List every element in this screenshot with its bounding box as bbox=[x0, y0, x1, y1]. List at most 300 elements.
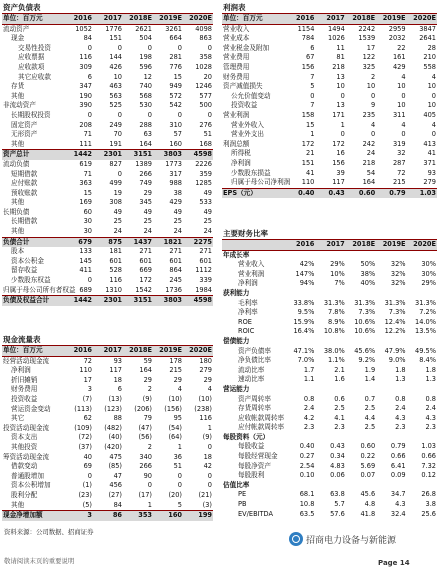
cell-value: 2301 bbox=[93, 296, 123, 306]
cell-value: 601 bbox=[199, 256, 212, 265]
cell-value: 2301 bbox=[93, 150, 123, 160]
cell-value: 988 bbox=[169, 179, 182, 188]
cell-value: 30% bbox=[421, 260, 436, 269]
balance-sheet-table bbox=[2, 14, 213, 306]
cell-value: 949 bbox=[169, 82, 182, 91]
cell-value: 411 bbox=[79, 266, 92, 275]
table-row bbox=[2, 130, 213, 140]
table-row bbox=[222, 327, 437, 337]
cell-value: 6 bbox=[310, 43, 315, 52]
cell-value: (17) bbox=[138, 490, 152, 499]
row-label: 经营活动现金流 bbox=[3, 356, 50, 365]
cell-value: 29% bbox=[421, 279, 436, 288]
cell-value: 3847 bbox=[419, 24, 436, 33]
row-label: 流动资产 bbox=[3, 24, 30, 33]
year-header: 2016 bbox=[285, 14, 315, 24]
cell-value: 40% bbox=[360, 279, 376, 288]
cell-value: 1112 bbox=[195, 266, 212, 275]
cell-value: 81 bbox=[336, 53, 345, 62]
table-row bbox=[222, 442, 437, 452]
cell-value: 0 bbox=[207, 471, 212, 480]
cell-value: 0 bbox=[401, 91, 406, 100]
row-label: 资本支出 bbox=[11, 433, 38, 442]
cell-value: (72) bbox=[78, 433, 92, 442]
cell-value: 7.3% bbox=[388, 308, 406, 317]
cell-value: 1.03 bbox=[407, 188, 437, 198]
cell-value: (13) bbox=[108, 394, 122, 403]
row-label: 长期借款 bbox=[11, 217, 38, 226]
cell-value: 38 bbox=[173, 188, 182, 197]
row-label: 其他 bbox=[11, 198, 25, 207]
cell-value: 7% bbox=[334, 279, 345, 288]
cell-value: 689 bbox=[79, 285, 92, 294]
row-label: 营业收入 bbox=[223, 24, 250, 33]
cell-value: 563 bbox=[109, 91, 122, 100]
cell-value: 31.3% bbox=[415, 298, 436, 307]
cell-value: 1.6 bbox=[334, 375, 345, 384]
row-label: 每股股利 bbox=[238, 471, 265, 480]
cell-value: 4598 bbox=[183, 150, 213, 160]
cell-value: 25 bbox=[203, 217, 212, 226]
row-label: 长期股权投资 bbox=[11, 110, 51, 119]
cell-value: 363 bbox=[79, 179, 92, 188]
row-label: 营业外支出 bbox=[231, 130, 264, 139]
cell-value: 15 bbox=[83, 188, 92, 197]
cell-value: (10) bbox=[198, 394, 212, 403]
income-statement-body bbox=[222, 24, 437, 198]
row-label: 存货 bbox=[11, 82, 25, 91]
cell-value: 426 bbox=[109, 62, 122, 71]
cell-value: 0.60 bbox=[346, 188, 376, 198]
table-row bbox=[222, 471, 437, 481]
row-label: 应付账款 bbox=[11, 179, 38, 188]
table-row bbox=[2, 424, 213, 434]
table-row bbox=[222, 375, 437, 385]
cell-value: 266 bbox=[139, 462, 152, 471]
cell-value: 57.6 bbox=[330, 509, 345, 518]
cell-value: 405 bbox=[423, 110, 436, 119]
cell-value: 5.69 bbox=[360, 461, 376, 470]
cell-value: (5) bbox=[82, 500, 92, 509]
table-row bbox=[2, 296, 213, 306]
row-label: 少数股东损益 bbox=[231, 168, 271, 177]
year-header: 2018E bbox=[123, 14, 153, 24]
year-header: 2019E bbox=[153, 14, 183, 24]
cell-value: 34.7 bbox=[390, 490, 406, 499]
row-label: 其他 bbox=[11, 500, 25, 509]
row-label: 管理费用 bbox=[223, 62, 250, 71]
section-label: 年成长率 bbox=[223, 250, 250, 259]
cell-value: 371 bbox=[423, 158, 436, 167]
cell-value: 0 bbox=[207, 43, 212, 52]
cell-value: 2.4 bbox=[303, 404, 315, 413]
cell-value: 9.5% bbox=[297, 308, 315, 317]
row-label: 预收账款 bbox=[11, 188, 38, 197]
table-row bbox=[2, 443, 213, 453]
table-row bbox=[2, 92, 213, 102]
cell-value: 3 bbox=[87, 385, 92, 394]
cell-value: 0.6 bbox=[334, 394, 345, 403]
cell-value: 69 bbox=[83, 462, 92, 471]
cell-value: 15 bbox=[306, 120, 315, 129]
cell-value: 2959 bbox=[388, 24, 406, 33]
table-row bbox=[222, 130, 437, 140]
balance-sheet-title: 资产负债表 bbox=[2, 2, 213, 14]
cell-value: 310 bbox=[169, 120, 182, 129]
row-label: 投资收益 bbox=[231, 101, 258, 110]
unit-label: 单位：百万元 bbox=[2, 346, 63, 356]
cell-value: 0.09 bbox=[390, 471, 406, 480]
table-row bbox=[2, 501, 213, 511]
year-header: 2017 bbox=[315, 14, 345, 24]
cell-value: (20) bbox=[168, 490, 182, 499]
cell-value: 1773 bbox=[165, 159, 182, 168]
cell-value: 1442 bbox=[63, 296, 93, 306]
row-label: 营业费用 bbox=[223, 53, 250, 62]
cell-value: 42 bbox=[203, 462, 212, 471]
cell-value: 0.8 bbox=[425, 394, 436, 403]
cell-value: 4 bbox=[431, 72, 436, 81]
row-label: ROIC bbox=[238, 327, 255, 336]
cell-value: 1.3 bbox=[425, 375, 436, 384]
cell-value: 0.22 bbox=[360, 452, 376, 461]
table-row bbox=[222, 347, 437, 357]
cell-value: 36 bbox=[173, 452, 182, 461]
row-label: 净利率 bbox=[238, 308, 258, 317]
year-header: 2020E bbox=[407, 240, 437, 250]
year-header: 2020E bbox=[183, 346, 213, 356]
cell-value: 1052 bbox=[75, 24, 92, 33]
cell-value: 276 bbox=[199, 120, 212, 129]
cell-value: 429 bbox=[169, 198, 182, 207]
cell-value: 2 bbox=[147, 385, 152, 394]
cell-value: 70 bbox=[113, 130, 122, 139]
cell-value: 0 bbox=[87, 276, 92, 285]
cell-value: 2.3 bbox=[334, 423, 345, 432]
cell-value: 49 bbox=[173, 207, 182, 216]
cell-value: 0.40 bbox=[299, 442, 315, 451]
cash-flow-title: 现金流量表 bbox=[2, 334, 213, 346]
cell-value: (23) bbox=[78, 490, 92, 499]
cell-value: 0 bbox=[401, 130, 406, 139]
cell-value: 181 bbox=[109, 247, 122, 256]
cell-value: 596 bbox=[139, 62, 152, 71]
ratios-title: 主要财务比率 bbox=[222, 228, 437, 240]
cell-value: 1542 bbox=[135, 285, 152, 294]
cell-value: 249 bbox=[109, 120, 122, 129]
cell-value: 0 bbox=[207, 481, 212, 490]
cell-value: (1) bbox=[82, 481, 92, 490]
table-row bbox=[2, 198, 213, 208]
cell-value: 245 bbox=[169, 276, 182, 285]
cell-value: 32.4 bbox=[390, 509, 406, 518]
table-row bbox=[2, 82, 213, 92]
cell-value: 29 bbox=[173, 375, 182, 384]
cell-value: 0 bbox=[177, 481, 182, 490]
cell-value: 740 bbox=[139, 82, 152, 91]
row-label: 营业利润 bbox=[223, 110, 250, 119]
cell-value: 317 bbox=[169, 169, 182, 178]
table-row bbox=[2, 511, 213, 521]
row-label: 资产减值损失 bbox=[223, 82, 263, 91]
cell-value: 31.3% bbox=[384, 298, 406, 307]
cell-value: 164 bbox=[362, 178, 376, 187]
cell-value: (10) bbox=[168, 394, 182, 403]
unit-label: 单位：百万元 bbox=[2, 14, 63, 24]
cell-value: 2621 bbox=[135, 24, 152, 33]
table-row bbox=[2, 395, 213, 405]
year-header: 2018E bbox=[346, 14, 376, 24]
cell-value: 24 bbox=[366, 149, 376, 158]
cell-value: 110 bbox=[79, 366, 92, 375]
cell-value: 24 bbox=[143, 227, 152, 236]
cell-value: 110 bbox=[301, 178, 315, 187]
row-label: 现金净增加额 bbox=[2, 511, 63, 521]
cell-value: 12 bbox=[143, 72, 152, 81]
cell-value: 530 bbox=[139, 101, 152, 110]
table-row bbox=[2, 247, 213, 257]
cell-value: 4 bbox=[431, 120, 436, 129]
cell-value: 577 bbox=[199, 91, 212, 100]
cell-value: 49 bbox=[113, 207, 122, 216]
cell-value: 2.5 bbox=[364, 404, 376, 413]
table-row bbox=[2, 217, 213, 227]
cell-value: 39 bbox=[336, 168, 345, 177]
row-label: 速动比率 bbox=[238, 375, 265, 384]
table-row bbox=[222, 423, 437, 433]
section-label: 偿债能力 bbox=[223, 336, 250, 345]
cell-value: 863 bbox=[199, 34, 212, 43]
cell-value: 50% bbox=[360, 260, 376, 269]
cell-value: 0.12 bbox=[421, 471, 436, 480]
row-label: 应收款项 bbox=[18, 62, 45, 71]
cell-value: 16.4% bbox=[293, 327, 315, 336]
section-header-row bbox=[222, 481, 437, 491]
table-row bbox=[2, 121, 213, 131]
table-row bbox=[2, 257, 213, 267]
row-label: 流动比率 bbox=[238, 365, 265, 374]
cell-value: 528 bbox=[109, 266, 122, 275]
cell-value: 30% bbox=[421, 269, 436, 278]
row-label: 其他投资 bbox=[11, 442, 38, 451]
section-header-row bbox=[222, 250, 437, 260]
cash-flow-header-row bbox=[2, 346, 213, 356]
cell-value: 2 bbox=[370, 72, 376, 81]
cell-value: 0 bbox=[87, 110, 92, 119]
income-statement-table bbox=[222, 14, 437, 198]
table-row bbox=[2, 73, 213, 83]
income-statement-title: 利润表 bbox=[222, 2, 437, 14]
table-row bbox=[222, 279, 437, 289]
cell-value: 0 bbox=[87, 471, 92, 480]
cell-value: 38% bbox=[360, 269, 376, 278]
cell-value: 1442 bbox=[63, 150, 93, 160]
cell-value: 4.2 bbox=[303, 413, 315, 422]
year-header: 2019E bbox=[376, 14, 406, 24]
table-row bbox=[222, 414, 437, 424]
cell-value: (47) bbox=[138, 423, 152, 432]
row-label: 净负债比率 bbox=[238, 356, 271, 365]
row-label: 流动负债 bbox=[3, 159, 30, 168]
cell-value: 17 bbox=[366, 43, 376, 52]
row-label: 净利润 bbox=[231, 158, 251, 167]
table-row bbox=[222, 510, 437, 520]
cell-value: 59 bbox=[143, 356, 152, 365]
row-label: EV/EBITDA bbox=[238, 509, 274, 518]
cell-value: 235 bbox=[362, 110, 376, 119]
row-label: 资本公积金 bbox=[11, 256, 44, 265]
cell-value: 2 bbox=[147, 442, 152, 451]
cell-value: 558 bbox=[423, 62, 436, 71]
cell-value: 0 bbox=[207, 110, 212, 119]
cell-value: 287 bbox=[392, 158, 406, 167]
row-label: 营业收入 bbox=[238, 260, 265, 269]
cell-value: 30 bbox=[83, 227, 92, 236]
row-label: 营业外收入 bbox=[231, 120, 264, 129]
cell-value: (482) bbox=[104, 423, 122, 432]
cell-value: 2275 bbox=[183, 237, 213, 247]
cell-value: (9) bbox=[142, 394, 152, 403]
cell-value: 242 bbox=[362, 139, 376, 148]
cell-value: 0 bbox=[340, 130, 345, 139]
row-label: 存货周转率 bbox=[238, 404, 271, 413]
cell-value: 49 bbox=[143, 207, 152, 216]
cell-value: 122 bbox=[362, 53, 376, 62]
cell-value: 1.4 bbox=[364, 375, 376, 384]
cell-value: 10 bbox=[427, 101, 436, 110]
cell-value: 172 bbox=[301, 139, 315, 148]
section-label: 每股资料（元） bbox=[223, 432, 270, 441]
cell-value: 525 bbox=[109, 101, 122, 110]
cell-value: 15.9% bbox=[293, 317, 315, 326]
watermark-text: 招商电力设备与新能源 bbox=[306, 535, 397, 546]
table-row bbox=[222, 308, 437, 318]
cell-value: 875 bbox=[93, 237, 123, 247]
cell-value: 429 bbox=[392, 62, 406, 71]
cell-value: 784 bbox=[301, 34, 315, 43]
table-row bbox=[2, 462, 213, 472]
cell-value: (56) bbox=[138, 433, 152, 442]
cell-value: 180 bbox=[199, 356, 212, 365]
cell-value: 4.3 bbox=[425, 413, 436, 422]
cell-value: 0 bbox=[310, 91, 315, 100]
cell-value: 49 bbox=[203, 207, 212, 216]
cell-value: 30 bbox=[83, 217, 92, 226]
cell-value: 2.4 bbox=[425, 404, 436, 413]
cell-value: 864 bbox=[169, 266, 182, 275]
cell-value: 156 bbox=[332, 158, 345, 167]
cell-value: 542 bbox=[169, 101, 182, 110]
cell-value: 160 bbox=[169, 139, 182, 148]
table-row bbox=[222, 63, 437, 73]
cell-value: 62 bbox=[83, 414, 92, 423]
cell-value: (420) bbox=[104, 442, 122, 451]
cell-value: 2226 bbox=[195, 159, 212, 168]
row-label: 负债合计 bbox=[2, 237, 63, 247]
cell-value: 156 bbox=[301, 62, 315, 71]
row-label: 资产总计 bbox=[2, 150, 63, 160]
ratios-body bbox=[222, 250, 437, 519]
cell-value: 72 bbox=[397, 168, 406, 177]
table-row bbox=[2, 179, 213, 189]
cell-value: 4598 bbox=[183, 296, 213, 306]
cell-value: 776 bbox=[169, 62, 182, 71]
cell-value: 95 bbox=[173, 414, 182, 423]
cell-value: 309 bbox=[79, 62, 92, 71]
cell-value: 60 bbox=[83, 207, 92, 216]
cell-value: 54 bbox=[366, 168, 376, 177]
cell-value: 2032 bbox=[388, 34, 406, 43]
row-label: 净利润 bbox=[11, 366, 31, 375]
year-header: 2016 bbox=[63, 14, 93, 24]
row-label: 留存收益 bbox=[11, 266, 38, 275]
cell-value: 601 bbox=[169, 256, 182, 265]
cell-value: 0 bbox=[147, 481, 152, 490]
cell-value: 1.3 bbox=[395, 375, 406, 384]
table-row bbox=[2, 237, 213, 247]
cell-value: 1310 bbox=[105, 285, 122, 294]
cell-value: 0.34 bbox=[330, 452, 345, 461]
cell-value: 679 bbox=[63, 237, 93, 247]
cell-value: (54) bbox=[168, 423, 182, 432]
table-row bbox=[222, 169, 437, 179]
cell-value: 7.3% bbox=[358, 308, 376, 317]
cell-value: 7.0% bbox=[297, 356, 315, 365]
cell-value: 29 bbox=[143, 375, 152, 384]
cell-value: 5.7 bbox=[334, 500, 345, 509]
cell-value: 266 bbox=[139, 169, 152, 178]
cell-value: (123) bbox=[104, 404, 122, 413]
cell-value: 3261 bbox=[165, 24, 182, 33]
year-header: 2017 bbox=[315, 240, 345, 250]
row-label: ROE bbox=[238, 317, 252, 326]
table-row bbox=[222, 178, 437, 188]
cell-value: 1.7 bbox=[303, 365, 315, 374]
row-label: 普通股增加 bbox=[11, 471, 44, 480]
cell-value: (156) bbox=[164, 404, 182, 413]
cell-value: 147% bbox=[295, 269, 315, 278]
cell-value: 9.2% bbox=[358, 356, 376, 365]
cell-value: 0.27 bbox=[299, 452, 315, 461]
cell-value: 413 bbox=[423, 139, 436, 148]
cell-value: 158 bbox=[301, 110, 315, 119]
cell-value: 533 bbox=[199, 198, 212, 207]
cell-value: 0.79 bbox=[376, 188, 406, 198]
cell-value: 271 bbox=[139, 247, 152, 256]
cell-value: 4 bbox=[207, 385, 212, 394]
row-label: 其它应收款 bbox=[18, 72, 51, 81]
year-header: 2020E bbox=[407, 14, 437, 24]
cell-value: 25 bbox=[113, 217, 122, 226]
cell-value: 504 bbox=[139, 34, 152, 43]
cell-value: 1736 bbox=[165, 285, 182, 294]
cell-value: 10.8 bbox=[299, 500, 315, 509]
cell-value: 339 bbox=[199, 276, 212, 285]
cell-value: 0 bbox=[431, 91, 436, 100]
cell-value: 63.8 bbox=[330, 490, 345, 499]
cell-value: 281 bbox=[169, 53, 182, 62]
cell-value: 178 bbox=[169, 356, 182, 365]
cell-value: 218 bbox=[332, 62, 345, 71]
cell-value: 111 bbox=[79, 139, 92, 148]
table-row bbox=[222, 270, 437, 280]
row-label: 资产周转率 bbox=[238, 394, 271, 403]
cell-value: 11 bbox=[336, 43, 345, 52]
row-label: 现金 bbox=[11, 34, 25, 43]
cell-value: 1 bbox=[147, 500, 152, 509]
cell-value: 7.32 bbox=[421, 461, 436, 470]
cell-value: 0 bbox=[177, 110, 182, 119]
